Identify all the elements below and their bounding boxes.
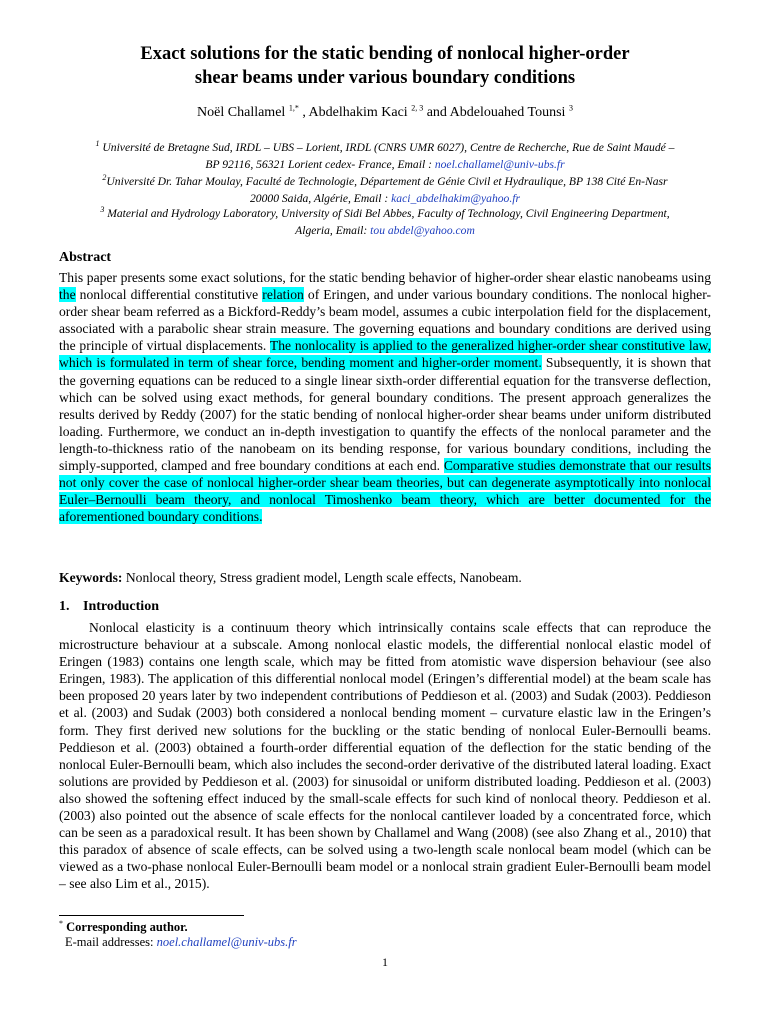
affil-2-mark: 2 bbox=[102, 173, 107, 183]
affil-3-line-1: Material and Hydrology Laboratory, University of Sidi Bel Abbes, Faculty of Technology, Civil Engineering Department, bbox=[104, 207, 670, 220]
footnote-email-link[interactable]: noel.challamel@univ-ubs.fr bbox=[156, 935, 297, 949]
keywords-label: Keywords: bbox=[59, 570, 123, 585]
keywords bbox=[59, 570, 522, 586]
footnote-mark: * bbox=[59, 918, 63, 928]
abstract-body bbox=[59, 269, 711, 525]
abstract-highlight-1: the bbox=[59, 287, 76, 303]
title-line-1: Exact solutions for the static bending of nonlocal higher-order bbox=[140, 44, 630, 64]
introduction-body: Nonlocal elasticity is a continuum theory which intrinsically contains scale effects that can reproduce the microstructure behaviour at a subscale. Among nonlocal elastic models, the differential nonlocal elastic model of Eringen (1983) contains one length scale, which may be fitted from atomistic wave dispersion behaviour (see also Eringen, 1983). The application of this differential nonlocal model (Eringen’s differential model) at the beam scale has been proposed 20 years later by two independent contributions of Peddieson et al. (2003) and Sudak (2003). Peddieson et al. (2003) and Sudak (2003) both considered a nonlocal bending moment – curvature elastic law in the Eringen’s form. They first derived new solutions for the buckling or the static bending of nonlocal Euler-Bernoulli beams. Peddieson et al. (2003) obtained a fourth-order differential equation of the deflection for the static bending of the nonlocal Euler-Bernoulli beam, which also includes the second-order derivative of the distributed lateral loading. Exact solutions are provided by Peddieson et al. (2003) for sinusoidal or uniform distributed loading. Peddieson et al. (2003) also showed the softening effect induced by the small-scale effects for such kind of nonlocal theory. Peddieson et al. (2003) also pointed out the absence of scale effects for the nonlocal cantilever loaded by a concentrated force, which can be seen as a paradoxical result. It has been shown by Challamel and Wang (2008) (see also Zhang et al., 2010) that this paradox of absence of scale effects, can be solved using a two-length scale nonlocal beam model (which can be viewed as a two-phase nonlocal Euler-Bernoulli beam model or a nonlocal strain gradient Euler-Bernoulli beam model – see also Lim et al., 2015). bbox=[59, 620, 711, 892]
affil-3-mark: 3 bbox=[100, 205, 105, 215]
abstract-text-1: This paper presents some exact solutions, for the static bending behavior of higher-order shear elastic nanobeams using bbox=[59, 270, 711, 285]
affil-2-line-2: 20000 Saida, Algérie, Email : bbox=[250, 192, 392, 205]
affiliation-2 bbox=[59, 173, 711, 207]
affil-3-line-2: Algeria, Email: bbox=[295, 224, 371, 237]
section-title: Introduction bbox=[83, 599, 159, 614]
author-list bbox=[59, 104, 711, 122]
affil-2-email-link[interactable]: kaci_abdelhakim@yahoo.fr bbox=[391, 192, 520, 205]
author-1: Noël Challamel bbox=[197, 105, 289, 120]
title-line-2: shear beams under various boundary conditions bbox=[194, 68, 576, 88]
author-2: , Abdelhakim Kaci bbox=[298, 105, 412, 120]
section-heading-introduction bbox=[59, 599, 159, 615]
affil-1-email-link[interactable]: noel.challamel@univ-ubs.fr bbox=[434, 158, 565, 171]
abstract-text-3: of Eringen, and under various boundary conditions. The nonlocal higher-order shear beam referred as a Bickford-Reddy’s beam model, assumes a cubic interpolation field for the displacement, associated with a parabolic shear strain measure. The governing equations and boundary conditions are derived using the principle of virtual displacements. bbox=[59, 287, 711, 354]
affiliation-3 bbox=[59, 205, 711, 239]
paper-title bbox=[59, 42, 711, 90]
abstract-text-4: Subsequently, it is shown that the governing equations can be reduced to a single linear sixth-order differential equation for the transverse deflection, which can be solved using exact methods, for general boundary conditions. The present approach generalizes the results derived by Reddy (2007) for the static bending of nonlocal higher-order shear beams under uniform distributed loading. Furthermore, we conduct an in-depth investigation to quantify the effects of the nonlocal parameter and the length-to-thickness ratio of the nanobeam on its bending response, for various boundary conditions, including the simply-supported, clamped and free boundary conditions at each end. bbox=[59, 355, 711, 474]
affil-2-line-1: Université Dr. Tahar Moulay, Faculté de Technologie, Département de Génie Civil et Hydraulique, BP 138 Cité En-Nasr bbox=[106, 175, 668, 188]
footnote-divider bbox=[59, 915, 244, 916]
footnote-email-line bbox=[59, 935, 297, 950]
section-number: 1. bbox=[59, 599, 70, 614]
footnote-corresponding bbox=[59, 920, 297, 935]
abstract-text-2: nonlocal differential constitutive bbox=[75, 287, 263, 303]
affil-1-line-2: BP 92116, 56321 Lorient cedex- France, Email : bbox=[205, 158, 435, 171]
affil-3-email-link[interactable]: tou abdel@yahoo.com bbox=[370, 224, 475, 237]
affil-1-mark: 1 bbox=[95, 139, 100, 149]
keywords-text: Nonlocal theory, Stress gradient model, Length scale effects, Nanobeam. bbox=[122, 570, 522, 585]
author-2-affil-mark: 2, 3 bbox=[411, 103, 424, 113]
abstract-heading: Abstract bbox=[59, 250, 112, 265]
footnote bbox=[59, 920, 297, 950]
author-3-affil-mark: 3 bbox=[568, 103, 573, 113]
abstract-highlight-2: relation bbox=[262, 287, 304, 303]
page-number: 1 bbox=[382, 955, 388, 969]
author-3: and Abdelouahed Tounsi bbox=[423, 105, 569, 120]
author-1-affil-mark: 1,* bbox=[288, 103, 299, 113]
affiliation-1 bbox=[59, 139, 711, 173]
footnote-label: Corresponding author. bbox=[63, 920, 188, 934]
footnote-email-label: E-mail addresses: bbox=[65, 935, 157, 949]
abstract-highlight-4: Comparative studies demonstrate that our results not only cover the case of nonlocal higher-order shear beam theories, but can degenerate asymptotically into nonlocal Euler–Bernoulli beam theory, and nonlocal Timoshenko beam theory, which are better documented for the aforementioned boundary conditions. bbox=[59, 458, 711, 525]
affil-1-line-1: Université de Bretagne Sud, IRDL – UBS – Lorient, IRDL (CNRS UMR 6027), Centre de Recherche, Rue de Saint Maudé – bbox=[99, 141, 675, 154]
abstract-highlight-3: The nonlocality is applied to the generalized higher-order shear constitutive law, which is formulated in term of shear force, bending moment and higher-order moment. bbox=[59, 338, 711, 371]
